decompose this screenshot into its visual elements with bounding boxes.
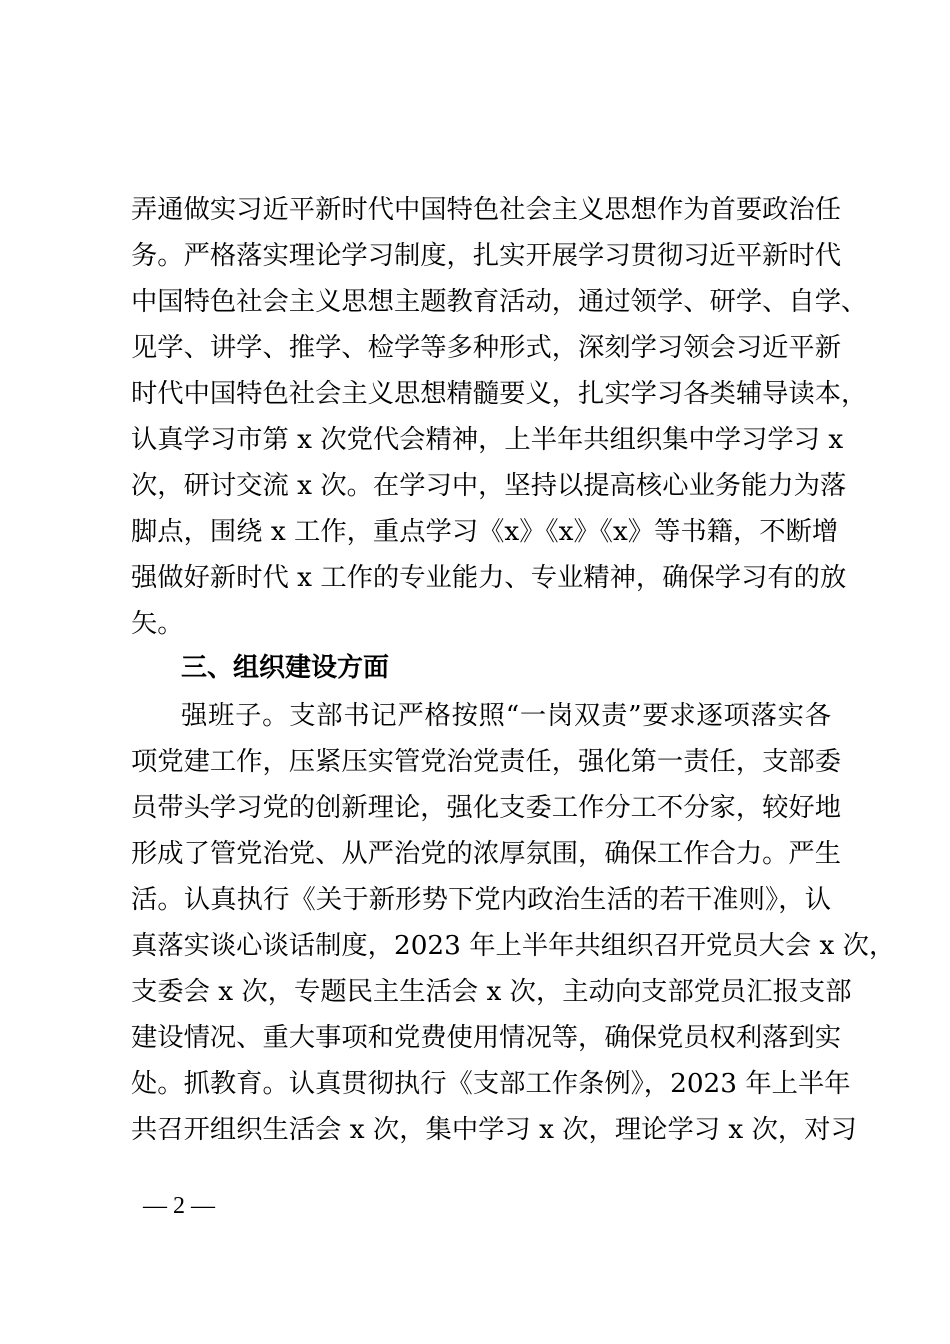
- paragraph-1-line-4: 见学、讲学、推学、检学等多种形式，深刻学习领会习近平新: [131, 333, 842, 363]
- paragraph-1-line-5: 时代中国特色社会主义思想精髓要义，扎实学习各类辅导读本，: [131, 379, 868, 409]
- paragraph-1-line-2: 务。严格落实理论学习制度，扎实开展学习贯彻习近平新时代: [131, 241, 842, 271]
- paragraph-1-line-6: 认真学习市第 x 次党代会精神，上半年共组织集中学习学习 x: [131, 425, 844, 455]
- paragraph-1-line-1: 弄通做实习近平新时代中国特色社会主义思想作为首要政治任: [131, 195, 842, 225]
- paragraph-2-line-2: 项党建工作，压紧压实管党治党责任，强化第一责任，支部委: [131, 747, 842, 777]
- paragraph-1-line-10: 矢。: [131, 609, 184, 639]
- paragraph-2-line-8: 建设情况、重大事项和党费使用情况等，确保党员权利落到实: [131, 1023, 842, 1053]
- paragraph-2-line-7: 支委会 x 次，专题民主生活会 x 次，主动向支部党员汇报支部: [131, 977, 852, 1007]
- paragraph-2-line-4: 形成了管党治党、从严治党的浓厚氛围，确保工作合力。严生: [131, 839, 842, 869]
- paragraph-2-line-1: 强班子。支部书记严格按照“一岗双责”要求逐项落实各: [181, 701, 831, 731]
- page-number: — 2 —: [143, 1193, 215, 1219]
- paragraph-1-line-7: 次，研讨交流 x 次。在学习中，坚持以提高核心业务能力为落: [131, 471, 847, 501]
- paragraph-2-line-5: 活。认真执行《关于新形势下党内政治生活的若干准则》，认: [131, 885, 831, 915]
- paragraph-1-line-8: 脚点，围绕 x 工作，重点学习《x》《x》《x》等书籍，不断增: [131, 517, 839, 547]
- paragraph-1-line-9: 强做好新时代 x 工作的专业能力、专业精神，确保学习有的放: [131, 563, 847, 593]
- paragraph-1-line-3: 中国特色社会主义思想主题教育活动，通过领学、研学、自学、: [131, 287, 868, 317]
- paragraph-2-line-10: 共召开组织生活会 x 次，集中学习 x 次，理论学习 x 次，对习: [131, 1115, 857, 1145]
- paragraph-2-line-9: 处。抓教育。认真贯彻执行《支部工作条例》，2023 年上半年: [131, 1069, 851, 1099]
- paragraph-2-line-6: 真落实谈心谈话制度，2023 年上半年共组织召开党员大会 x 次，: [131, 931, 896, 961]
- section-heading: 三、组织建设方面: [181, 653, 390, 683]
- paragraph-2-line-3: 员带头学习党的创新理论，强化支委工作分工不分家，较好地: [131, 793, 842, 823]
